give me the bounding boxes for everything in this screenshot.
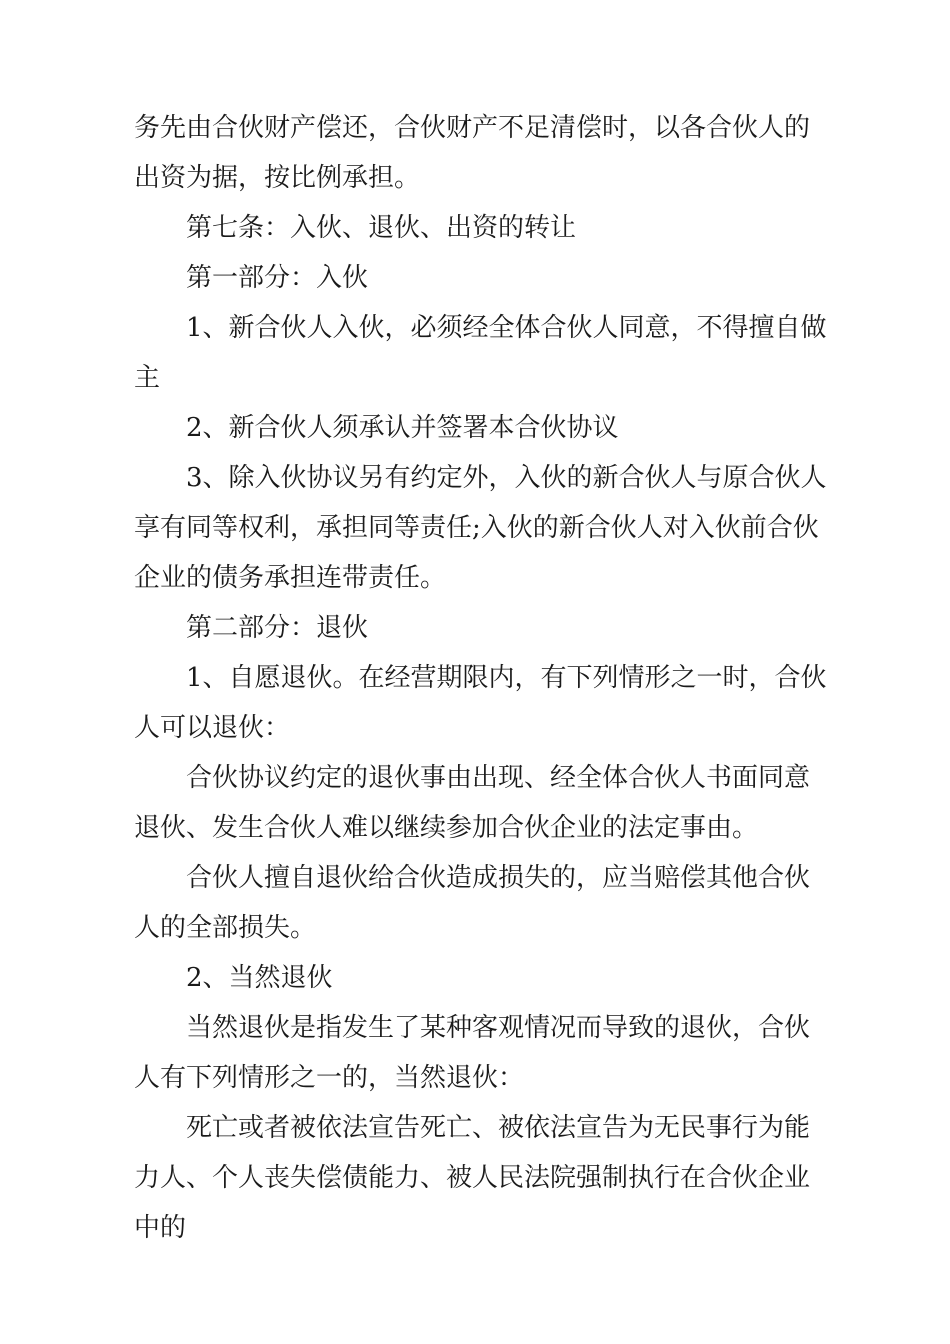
withdraw-clause-1-loss: 合伙人擅自退伙给合伙造成损失的，应当赔偿其他合伙人的全部损失。 — [134, 863, 811, 943]
join-clause-1: 1、新合伙人入伙，必须经全体合伙人同意，不得擅自做主 — [134, 313, 827, 393]
withdraw-clause-1: 1、自愿退伙。在经营期限内，有下列情形之一时，合伙人可以退伙： — [134, 663, 827, 743]
part-one-heading: 第一部分：入伙 — [186, 263, 369, 293]
join-clause-2: 2、新合伙人须承认并签署本合伙协议 — [186, 413, 619, 443]
paragraph-continuation: 务先由合伙财产偿还，合伙财产不足清偿时，以各合伙人的出资为据，按比例承担。 — [134, 113, 811, 193]
withdraw-clause-2: 2、当然退伙 — [186, 963, 333, 993]
part-two-heading: 第二部分：退伙 — [186, 613, 369, 643]
withdraw-clause-2-circumstances: 死亡或者被依法宣告死亡、被依法宣告为无民事行为能力人、个人丧失偿债能力、被人民法院强制执行在合伙企业中的 — [134, 1113, 811, 1243]
join-clause-3: 3、除入伙协议另有约定外，入伙的新合伙人与原合伙人享有同等权利，承担同等责任;入伙的新合伙人对入伙前合伙企业的债务承担连带责任。 — [134, 463, 827, 593]
document-body — [134, 103, 834, 1253]
article-seven-heading: 第七条：入伙、退伙、出资的转让 — [186, 213, 577, 243]
withdraw-clause-1-detail: 合伙协议约定的退伙事由出现、经全体合伙人书面同意退伙、发生合伙人难以继续参加合伙企业的法定事由。 — [134, 763, 811, 843]
withdraw-clause-2-definition: 当然退伙是指发生了某种客观情况而导致的退伙，合伙人有下列情形之一的，当然退伙： — [134, 1013, 811, 1093]
